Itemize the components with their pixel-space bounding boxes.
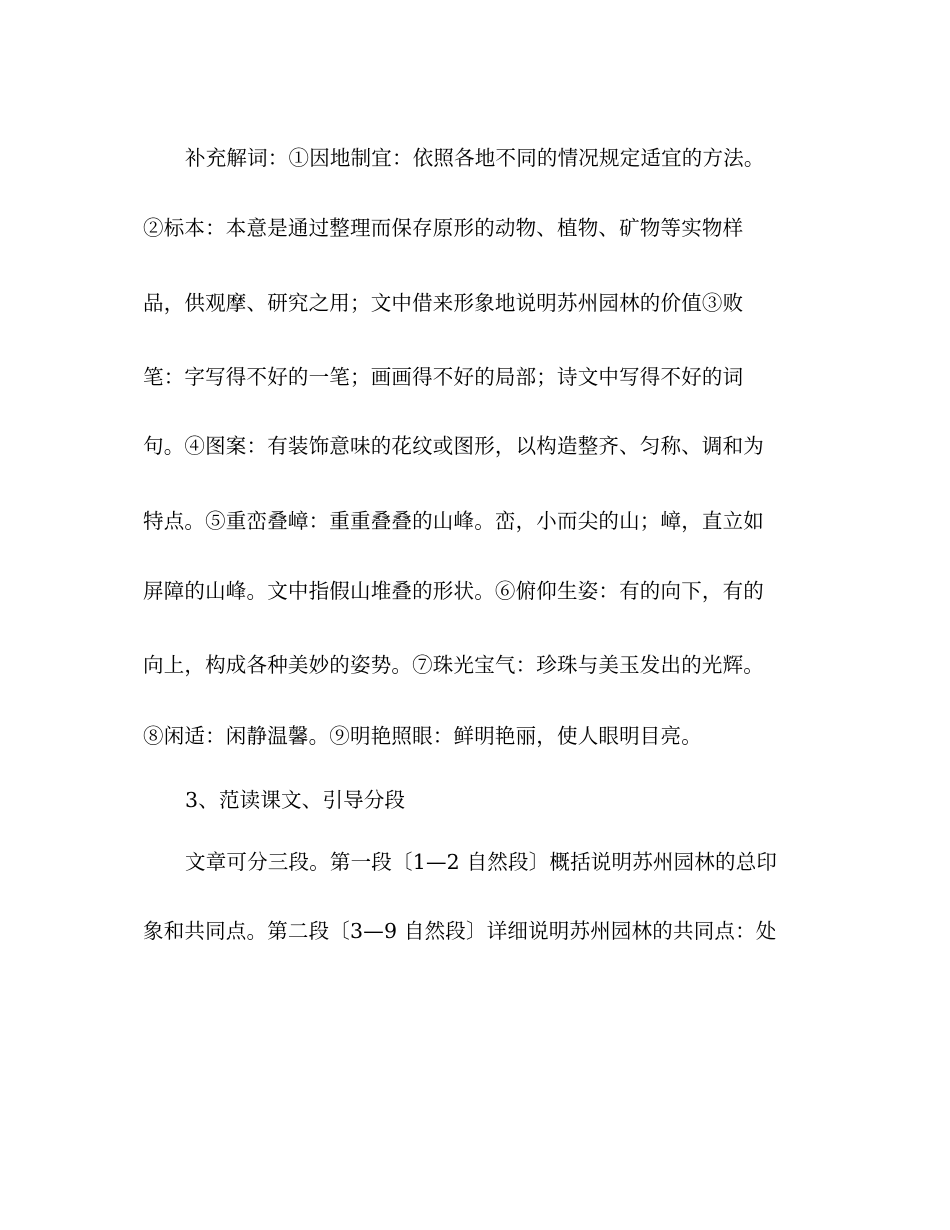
- paragraph-line: 句。④图案：有装饰意味的花纹或图形，以构造整齐、匀称、调和为: [143, 434, 764, 458]
- paragraph-line: ②标本：本意是通过整理而保存原形的动物、植物、矿物等实物样: [143, 216, 744, 240]
- paragraph-line: ⑧闲适：闲静温馨。⑨明艳照眼：鲜明艳丽，使人眼明目亮。: [143, 724, 702, 748]
- paragraph-line: 象和共同点。第二段〔3—9 自然段〕详细说明苏州园林的共同点：处: [143, 919, 777, 943]
- paragraph-line: 向上，构成各种美妙的姿势。⑦珠光宝气：珍珠与美玉发出的光辉。: [143, 653, 764, 677]
- paragraph-line: 屏障的山峰。文中指假山堆叠的形状。⑥俯仰生姿：有的向下，有的: [143, 579, 764, 603]
- paragraph-line: 特点。⑤重峦叠嶂：重重叠叠的山峰。峦，小而尖的山；嶂，直立如: [143, 509, 764, 533]
- paragraph-line: 文章可分三段。第一段〔1—2 自然段〕概括说明苏州园林的总印: [185, 850, 778, 874]
- paragraph-line: 补充解词：①因地制宜：依照各地不同的情况规定适宜的方法。: [185, 146, 765, 170]
- paragraph-line: 笔：字写得不好的一笔；画画得不好的局部；诗文中写得不好的词: [143, 365, 744, 389]
- paragraph-line: 品，供观摩、研究之用；文中借来形象地说明苏州园林的价值③败: [143, 291, 744, 315]
- section-heading: 3、范读课文、引导分段: [185, 788, 406, 812]
